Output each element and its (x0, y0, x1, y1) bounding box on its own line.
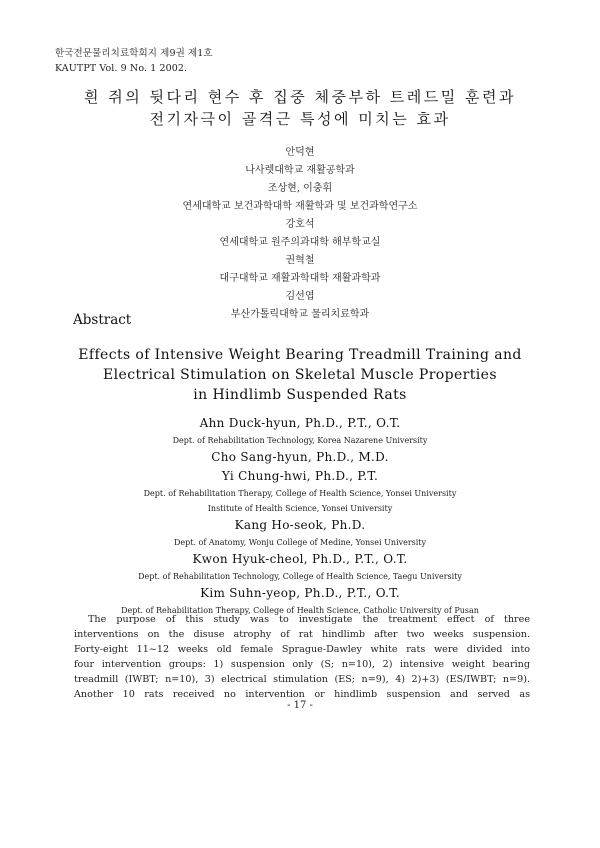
korean-author-affiliation: 연세대학교 보건과학대학 재활학과 및 보건과학연구소 (182, 201, 418, 212)
korean-author-name: 김선엽 (285, 291, 315, 302)
author-affiliation: Dept. of Rehabilitation Therapy, College of Health Science, Yonsei University (143, 489, 457, 498)
journal-volume: KAUTPT Vol. 9 No. 1 2002. (55, 63, 188, 74)
abstract-line: Another 10 rats received no intervention or hindlimb suspension and served as (74, 689, 530, 700)
english-title-line-3: in Hindlimb Suspended Rats (193, 387, 407, 403)
author-name: Yi Chung-hwi, Ph.D., P.T. (221, 469, 379, 483)
author-affiliation: Dept. of Rehabilitation Technology, College of Health Science, Taegu University (138, 572, 462, 581)
korean-author-name: 권혁철 (285, 255, 315, 266)
author-name: Kim Suhn-yeop, Ph.D., P.T., O.T. (200, 586, 400, 600)
english-title-line-1: Effects of Intensive Weight Bearing Treadmill Training and (78, 347, 522, 363)
author-affiliation: Dept. of Rehabilitation Technology, Korea Nazarene University (172, 436, 428, 445)
korean-title-line-2: 전기자극이 골격근 특성에 미치는 효과 (149, 110, 451, 128)
korean-author-affiliation: 대구대학교 재활과학대학 재활과학과 (219, 273, 381, 284)
author-affiliation: Institute of Health Science, Yonsei University (207, 504, 393, 513)
abstract-line: interventions on the disuse atrophy of rat hindlimb after two weeks suspension. (74, 629, 530, 640)
english-title-line-2: Electrical Stimulation on Skeletal Muscle Properties (103, 367, 497, 383)
korean-author-affiliation: 나사렛대학교 재활공학과 (245, 165, 355, 176)
abstract-line: four intervention groups: 1) suspension only (S; n=10), 2) intensive weight bearing (74, 659, 530, 670)
author-affiliation: Dept. of Anatomy, Wonju College of Medine, Yonsei University (173, 538, 427, 547)
abstract-line: The purpose of this study was to investigate the treatment effect of three (88, 614, 530, 625)
abstract-line: treadmill (IWBT; n=10), 3) electrical stimulation (ES; n=9), 4) 2)+3) (ES/IWBT; n=9). (74, 674, 530, 685)
korean-author-name: 강호석 (285, 219, 315, 230)
korean-author-affiliation: 연세대학교 원주의과대학 해부학교실 (219, 237, 381, 248)
page-number: - 17 - (287, 700, 313, 711)
korean-title-line-1: 흰 쥐의 뒷다리 현수 후 집중 체중부하 트레드밀 훈련과 (84, 88, 516, 106)
author-name: Kwon Hyuk-cheol, Ph.D., P.T., O.T. (192, 552, 408, 566)
journal-header (55, 46, 213, 76)
author-name: Ahn Duck-hyun, Ph.D., P.T., O.T. (199, 416, 401, 430)
korean-authors (0, 144, 600, 324)
abstract-line: Forty-eight 11~12 weeks old female Sprague-Dawley white rats were divided into (74, 644, 530, 655)
author-affiliation: Dept. of Rehabilitation Therapy, College of Health Science, Catholic University of Pusan (121, 606, 479, 615)
english-title (0, 345, 600, 405)
korean-title (0, 86, 600, 130)
korean-author-name: 안덕현 (285, 147, 315, 158)
korean-author-name: 조상현, 이충휘 (267, 183, 333, 194)
abstract-body (74, 612, 530, 702)
abstract-heading: Abstract (73, 312, 132, 328)
korean-author-affiliation: 부산가톨릭대학교 물리치료학과 (230, 309, 370, 320)
author-name: Kang Ho-seok, Ph.D. (234, 518, 366, 532)
english-authors (0, 414, 600, 618)
journal-name: 한국전문물리치료학회지 제9권 제1호 (55, 48, 213, 59)
author-name: Cho Sang-hyun, Ph.D., M.D. (211, 450, 389, 464)
